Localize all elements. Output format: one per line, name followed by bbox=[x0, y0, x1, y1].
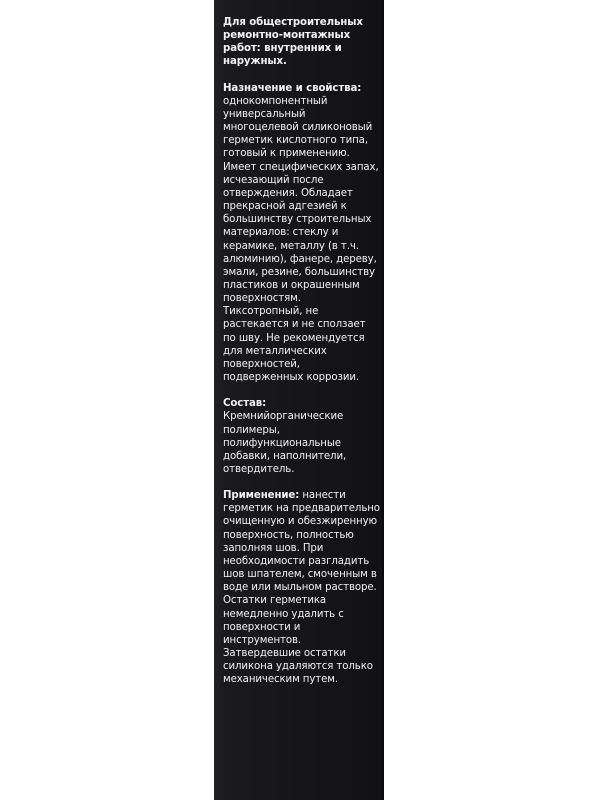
application-text: нанести герметик на предварительно очищенную и обезжиренную поверхность, полностью заполняя шов. При необходимости разгладить шов шпателем, смоченным в воде или мыльном растворе. Остатки герметика немедленно удалить с поверхности и инструментов. Затвердевшие остатки силикона удаляются только механическим путем. bbox=[223, 490, 380, 686]
intro-paragraph bbox=[223, 16, 381, 69]
application-section bbox=[223, 489, 381, 686]
composition-heading: Состав: bbox=[223, 398, 267, 410]
composition-section bbox=[223, 397, 381, 476]
product-label-panel bbox=[214, 0, 384, 800]
application-heading: Применение: bbox=[223, 490, 300, 502]
purpose-text: однокомпонентный универсальный многоцелевой силиконовый герметик кислотного типа, готовый к применению. Имеет специфических запах, исчезающий после отверждения. Обладает прекрасной адгезией к большинству строительных материалов: стеклу и керамике, металлу (в т.ч. алюминию), фанере, дереву, эмали, резине, большинству пластиков и окрашенным поверхностям. Тиксотропный, не растекается и не сползает по шву. Не рекомендуется для металлических поверхностей, подверженных коррозии. bbox=[223, 95, 379, 384]
purpose-heading: Назначение и свойства: bbox=[223, 82, 362, 94]
composition-text: Кремнийорганические полимеры, полифункциональные добавки, наполнители, отвердитель. bbox=[223, 411, 347, 475]
purpose-section bbox=[223, 82, 381, 385]
intro-text: Для общестроительных ремонтно-монтажных работ: внутренних и наружных. bbox=[223, 17, 363, 68]
label-text bbox=[223, 16, 381, 700]
